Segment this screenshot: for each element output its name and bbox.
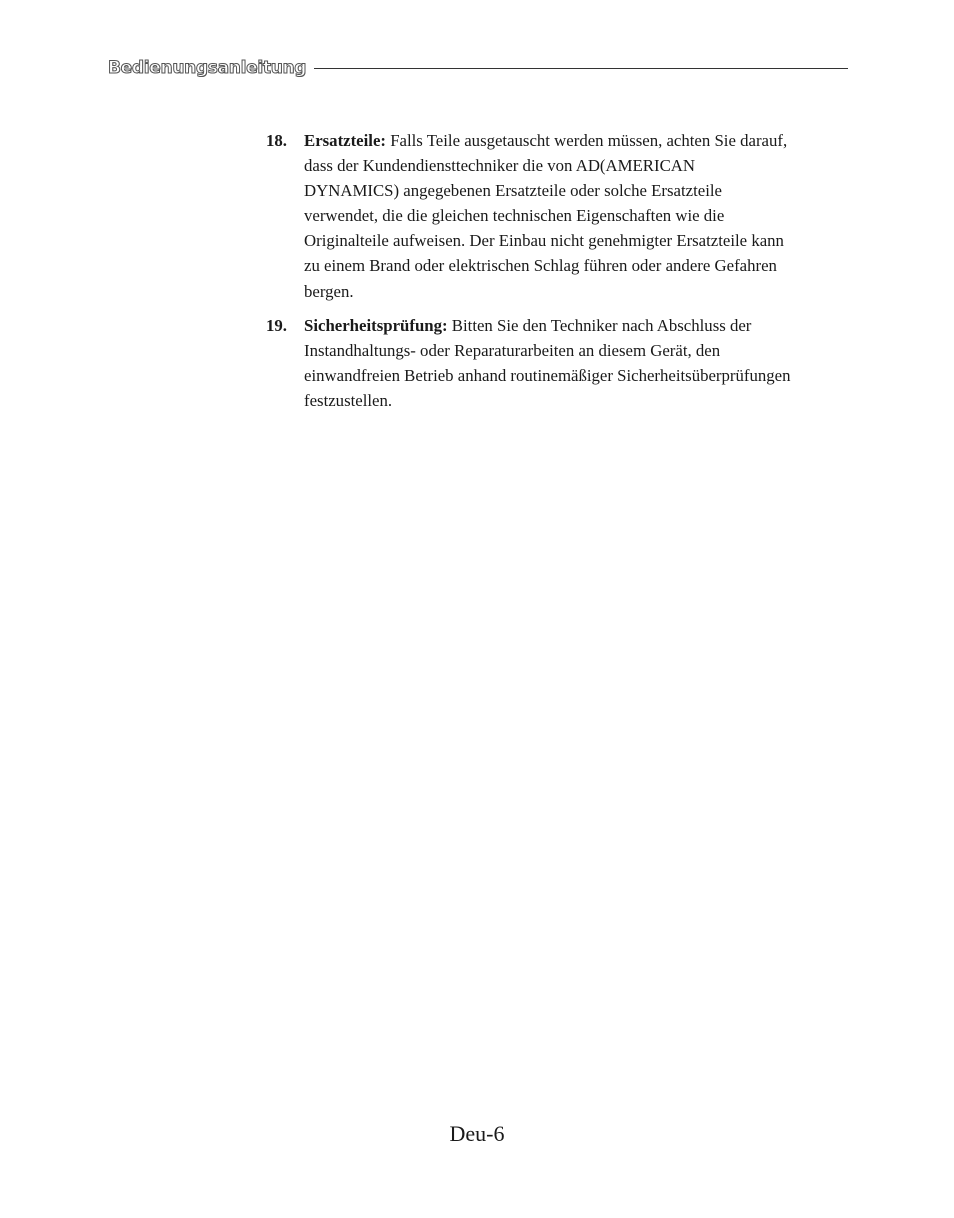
item-text-line: DYNAMICS) angegebenen Ersatzteile oder solche Ersatzteile	[304, 181, 722, 201]
item-term: Sicherheitsprüfung:	[304, 315, 448, 335]
page-header	[108, 56, 848, 80]
item-text-line: einwandfreien Betrieb anhand routinemäßiger Sicherheitsüberprüfungen	[304, 365, 791, 385]
item-body	[304, 313, 852, 413]
item-text-line: Instandhaltungs- oder Reparaturarbeiten an diesem Gerät, den	[304, 340, 721, 360]
page-number: Deu-6	[449, 1121, 505, 1146]
item-text-line: Falls Teile ausgetauscht werden müssen, achten Sie darauf,	[390, 131, 788, 150]
instruction-list	[266, 128, 852, 422]
header-title: Bedienungsanleitung	[108, 58, 307, 78]
item-number: 18.	[266, 131, 287, 150]
item-text-line: bergen.	[304, 281, 354, 301]
item-text-line: festzustellen.	[304, 390, 393, 410]
item-text-line: verwendet, die die gleichen technischen Eigenschaften wie die	[304, 206, 725, 226]
list-item	[266, 313, 852, 413]
item-text-line: Bitten Sie den Techniker nach Abschluss der	[451, 315, 752, 335]
list-item	[266, 128, 852, 304]
item-term: Ersatzteile:	[304, 131, 386, 150]
item-number: 19.	[266, 315, 287, 335]
item-text-line: Originalteile aufweisen. Der Einbau nicht genehmigter Ersatzteile kann	[304, 231, 784, 251]
item-body	[304, 128, 852, 304]
item-text-line: dass der Kundendiensttechniker die von AD(AMERICAN	[304, 156, 696, 176]
header-rule	[314, 68, 848, 69]
item-text-line: zu einem Brand oder elektrischen Schlag führen oder andere Gefahren	[304, 256, 777, 276]
